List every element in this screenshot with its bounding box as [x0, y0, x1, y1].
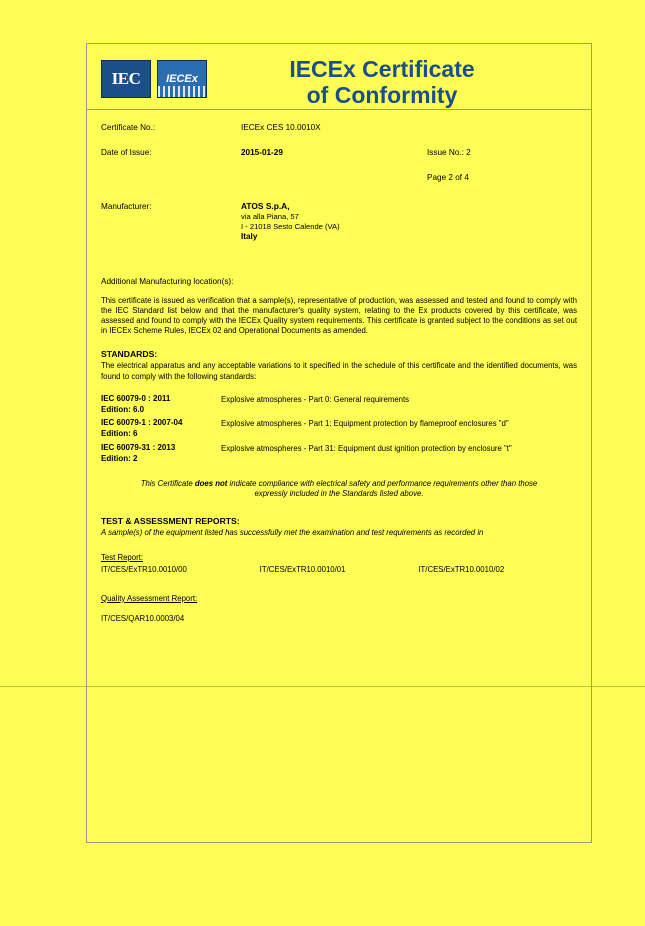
certificate-number-label: Certificate No.:: [101, 123, 156, 132]
iec-logo-icon: IEC: [101, 60, 151, 98]
certificate-number-row: [101, 122, 577, 133]
page-number-row: [101, 172, 577, 183]
standard-description: Explosive atmospheres - Part 1: Equipment protection by flameproof enclosures "d": [221, 419, 509, 429]
compliance-note: [119, 479, 559, 500]
standards-title: STANDARDS:: [101, 348, 158, 359]
manufacturer-country: Italy: [241, 231, 258, 241]
standard-identity: [101, 418, 221, 440]
note-text-c: indicate compliance with electrical safety and performance requirements other than those: [227, 478, 538, 488]
note-text-a: This Certificate: [140, 478, 195, 488]
quality-assessment-report-label: Quality Assessment Report:: [101, 593, 198, 603]
standard-item: [101, 418, 577, 440]
issue-number: Issue No.: 2: [427, 148, 471, 158]
standard-edition: Edition: 6: [101, 429, 138, 439]
date-of-issue-row: [101, 147, 577, 158]
standard-description: Explosive atmospheres - Part 31: Equipment dust ignition protection by enclosure "t": [221, 444, 512, 454]
standard-name: IEC 60079-1 : 2007-04: [101, 418, 183, 428]
certificate-header: [87, 44, 591, 110]
standard-identity: [101, 394, 221, 416]
certificate-number-value: IECEx CES 10.0010X: [241, 123, 321, 132]
manufacturer-name: ATOS S.p.A,: [241, 201, 290, 212]
intro-paragraph: This certificate is issued as verification that a sample(s), representative of production, was assessed and tested and found to comply with the IEC Standard list below and that the manufacturer's quality system, relating to the Ex products covered by this certificate, was assessed and found to comply with the IECEx Quality system requirements. This certificate is granted subject to the conditions as set out in IECEx Scheme Rules, IECEx 02 and Operational Documents as amended.: [101, 295, 577, 336]
manufacturer-street: via alla Piana, 57: [241, 212, 299, 222]
standard-edition: Edition: 6.0: [101, 404, 145, 414]
logo-group: [101, 56, 207, 98]
standard-name: IEC 60079-0 : 2011: [101, 393, 171, 403]
test-reports-subtitle: A sample(s) of the equipment listed has successfully met the examination and test requirements as recorded in: [101, 528, 484, 538]
standard-identity: [101, 443, 221, 465]
iecex-logo-icon: IECEx: [157, 60, 207, 98]
standard-edition: Edition: 2: [101, 453, 138, 463]
manufacturer-address: [241, 201, 340, 242]
spacer-left: [101, 172, 241, 183]
standard-description: Explosive atmospheres - Part 0: General requirements: [221, 394, 410, 404]
spacer-mid: [241, 172, 367, 183]
date-of-issue-value: 2015-01-29: [241, 148, 283, 158]
standards-subtitle: The electrical apparatus and any acceptable variations to it specified in the schedule of this certificate and the identified documents, was found to comply with the following standards:: [101, 361, 577, 381]
title-line-1: IECEx Certificate: [289, 56, 475, 82]
note-text-bold: does not: [194, 478, 228, 488]
standard-name: IEC 60079-31 : 2013: [101, 443, 176, 453]
manufacturer-label: Manufacturer:: [101, 202, 152, 212]
manufacturer-row: [101, 201, 577, 242]
standard-item: [101, 394, 577, 416]
manufacturer-city: I - 21018 Sesto Calende (VA): [241, 221, 340, 231]
page-number: Page 2 of 4: [427, 173, 469, 183]
date-of-issue-label: Date of Issue:: [101, 148, 152, 158]
page-title: [207, 56, 577, 109]
certificate-body: [87, 110, 591, 625]
standard-item: [101, 443, 577, 465]
test-report-list: [101, 565, 577, 576]
certificate-page: [86, 43, 592, 843]
test-report-item: IT/CES/ExTR10.0010/00: [101, 565, 187, 575]
test-report-item: IT/CES/ExTR10.0010/02: [418, 565, 505, 575]
quality-assessment-report-value: IT/CES/QAR10.0003/04: [101, 614, 185, 624]
note-line-2: expressly included in the Standards listed above.: [254, 489, 424, 499]
additional-locations-label: Additional Manufacturing location(s):: [101, 277, 234, 287]
test-report-label: Test Report:: [101, 552, 144, 562]
test-reports-title: TEST & ASSESSMENT REPORTS:: [101, 515, 240, 526]
test-report-item: IT/CES/ExTR10.0010/01: [259, 565, 346, 575]
title-line-2: of Conformity: [306, 82, 458, 109]
